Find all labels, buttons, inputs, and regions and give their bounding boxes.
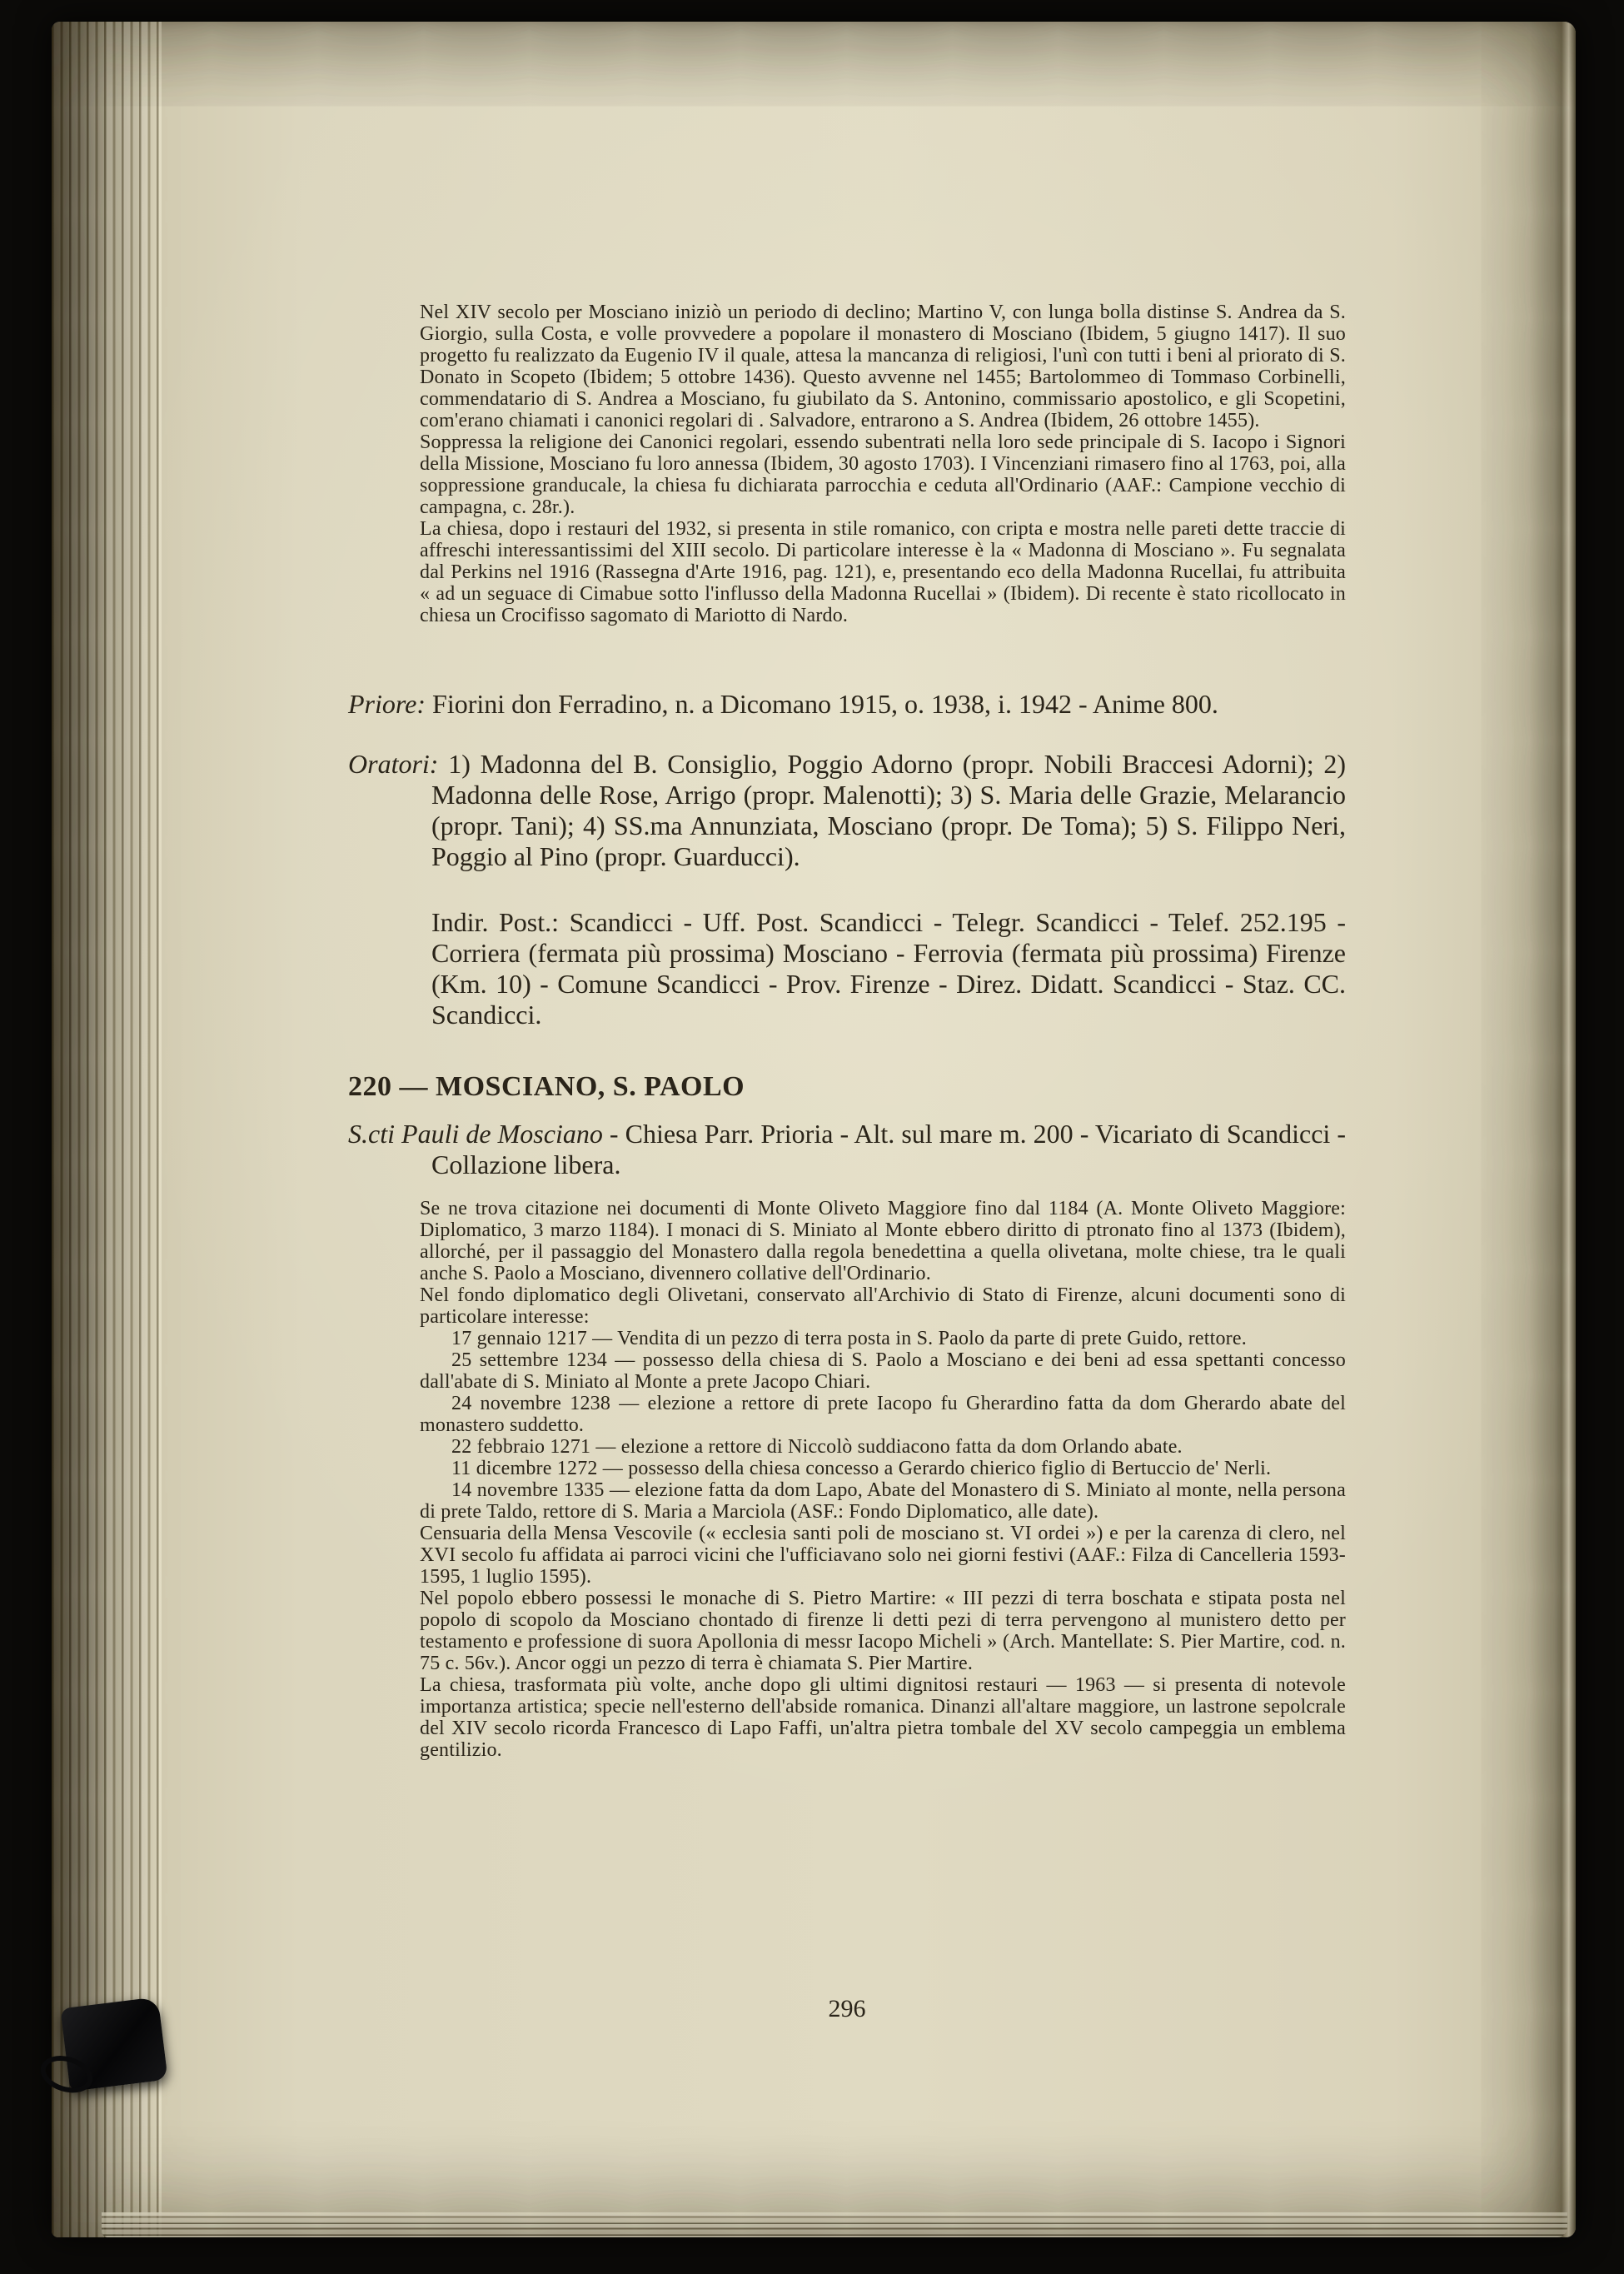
paragraph: 11 dicembre 1272 — possesso della chiesa concesso a Gerardo chierico figlio di Bertuccio de' Nerli. <box>451 1458 1272 1479</box>
priore-text: Fiorini don Ferradino, n. a Dicomano 1915, o. 1938, i. 1942 - Anime 800. <box>432 689 1218 719</box>
oratori-text: 1) Madonna del B. Consiglio, Poggio Adorno (propr. Nobili Braccesi Adorni); 2) Madonna delle Rose, Arrigo (propr. Malenotti); 3) S. Maria delle Grazie, Melarancio (propr. Tani); 4) SS.ma Annunziata, Mosciano (propr. De Toma); 5) S. Filippo Neri, Poggio al Pino (propr. Guarducci). <box>431 749 1347 871</box>
paragraph: Censuaria della Mensa Vescovile (« ecclesia santi poli de mosciano st. VI ordei ») e per la carenza di clero, nel XVI secolo fu affidata ai parroci vicini che l'ufficiavano solo nei giorni festivi (AAF.: Filza di Cancelleria 1593-1595, 1 luglio 1595). <box>420 1523 1346 1588</box>
oratori-label: Oratori: <box>348 749 439 779</box>
oratori-entry <box>348 749 1346 872</box>
lead-text: - Chiesa Parr. Prioria - Alt. sul mare m. 200 - Vicariato di Scandicci - Collazione libera. <box>431 1119 1347 1179</box>
paragraph: Nel XIV secolo per Mosciano iniziò un periodo di declino; Martino V, con lunga bolla distinse S. Andrea da S. Giorgio, sulla Costa, e volle provvedere a popolare il monastero di Mosciano (Ibidem, 5 giugno 1417). Il suo progetto fu realizzato da Eugenio IV il quale, attesa la mancanza di religiosi, l'unì con tutti i beni al priorato di S. Donato in Scopeto (Ibidem; 5 ottobre 1436). Questo avvenne nel 1455; Bartolommeo di Tommaso Corbinelli, commendatario di S. Andrea a Mosciano, fu giubilato da S. Antonino, commissario apostolico, e gli Scopetini, com'erano chiamati i canonici regolari di . Salvadore, entrarono a S. Andrea (Ibidem, 26 ottobre 1455). <box>420 302 1346 431</box>
paragraph: 22 febbraio 1271 — elezione a rettore di Niccolò suddiacono fatta da dom Orlando abate. <box>451 1436 1183 1458</box>
paragraph: Nel popolo ebbero possessi le monache di S. Pietro Martire: « III pezzi di terra boschata e stipata posta nel popolo di scopolo da Mosciano chontado di firenze li detti pezi di terra pervengono al munistero detto per testamento e professione di suora Apollonia di messr Iacopo Micheli » (Arch. Mantellate: S. Pier Martire, cod. n. 75 c. 56v.). Ancor oggi un pezzo di terra è chiamata S. Pier Martire. <box>420 1588 1346 1674</box>
book-page <box>52 22 1576 2237</box>
postal-info-paragraph: Indir. Post.: Scandicci - Uff. Post. Scandicci - Telegr. Scandicci - Telef. 252.195 - Corriera (fermata più prossima) Mosciano - Ferrovia (fermata più prossima) Firenze (Km. 10) - Comune Scandicci - Prov. Firenze - Direz. Didatt. Scandicci - Staz. CC. Scandicci. <box>431 907 1346 1030</box>
bottom-page-edges <box>102 2212 1567 2237</box>
paragraph: 14 novembre 1335 — elezione fatta da dom Lapo, Abate del Monastero di S. Miniato al monte, nella persona di prete Taldo, rettore di S. Maria a Marciola (ASF.: Fondo Diplomatico, alle date). <box>420 1479 1346 1523</box>
priore-label: Priore: <box>348 689 426 719</box>
lead-latin-title: S.cti Pauli de Mosciano <box>348 1119 603 1149</box>
lead-paragraph <box>348 1119 1346 1180</box>
paragraph: 17 gennaio 1217 — Vendita di un pezzo di terra posta in S. Paolo da parte di prete Guido, rettore. <box>451 1328 1247 1349</box>
section-heading: 220 — MOSCIANO, S. PAOLO <box>348 1071 745 1102</box>
paragraph: Soppressa la religione dei Canonici regolari, essendo subentrati nella loro sede principale di S. Iacopo i Signori della Missione, Mosciano fu loro annessa (Ibidem, 30 agosto 1703). I Vincenziani rimasero fino al 1763, poi, alla soppressione granducale, la chiesa fu dichiarata parrocchia e ceduta all'Ordinario (AAF.: Campione vecchio di campagna, c. 28r.). <box>420 431 1346 518</box>
fore-edge <box>1554 22 1576 2237</box>
paragraph: Se ne trova citazione nei documenti di Monte Oliveto Maggiore fino dal 1184 (A. Monte Oliveto Maggiore: Diplomatico, 3 marzo 1184). I monaci di S. Miniato al Monte ebbero diritto di ptronato fino al 1373 (Ibidem), allorché, per il passaggio del Monastero dalla regola benedettina a quella olivetana, molte chiese, tra le quali anche S. Paolo a Mosciano, divennero collative dell'Ordinario. <box>420 1198 1346 1284</box>
paragraph: Nel fondo diplomatico degli Olivetani, conservato all'Archivio di Stato di Firenze, alcuni documenti sono di particolare interesse: <box>420 1284 1346 1328</box>
intro-paragraphs <box>420 302 1346 626</box>
page-content <box>348 302 1346 1761</box>
paragraph: 25 settembre 1234 — possesso della chiesa di S. Paolo a Mosciano e dei beni ad essa spettanti concesso dall'abate di S. Miniato al Monte a prete Jacopo Chiari. <box>420 1349 1346 1393</box>
paragraph: La chiesa, dopo i restauri del 1932, si presenta in stile romanico, con cripta e mostra nelle pareti dette traccie di affreschi interessantissimi del XIII secolo. Di particolare interesse è la « Madonna di Mosciano ». Fu segnalata dal Perkins nel 1916 (Rassegna d'Arte 1916, pag. 121), e, presentando eco della Madonna Rucellai, fu attribuita « ad un seguace di Cimabue sotto l'influsso della Madonna Rucellai » (Ibidem). Di recente è stato ricollocato in chiesa un Crocifisso sagomato di Mariotto di Nardo. <box>420 518 1346 626</box>
page-stack-edges <box>52 22 162 2237</box>
priore-entry <box>348 689 1346 720</box>
page-number: 296 <box>828 1995 866 2022</box>
binder-clip <box>60 1997 167 2092</box>
body-paragraphs <box>420 1198 1346 1761</box>
paragraph: 24 novembre 1238 — elezione a rettore di prete Iacopo fu Gherardino fatta da dom Gherardo abate del monastero suddetto. <box>420 1393 1346 1436</box>
paragraph: La chiesa, trasformata più volte, anche dopo gli ultimi dignitosi restauri — 1963 — si presenta di notevole importanza artistica; specie nell'esterno dell'abside romanica. Dinanzi all'altare maggiore, un lastrone sepolcrale del XIV secolo ricorda Francesco di Lapo Faffi, un'altra pietra tombale del XV secolo campeggia un emblema gentilizio. <box>420 1674 1346 1761</box>
